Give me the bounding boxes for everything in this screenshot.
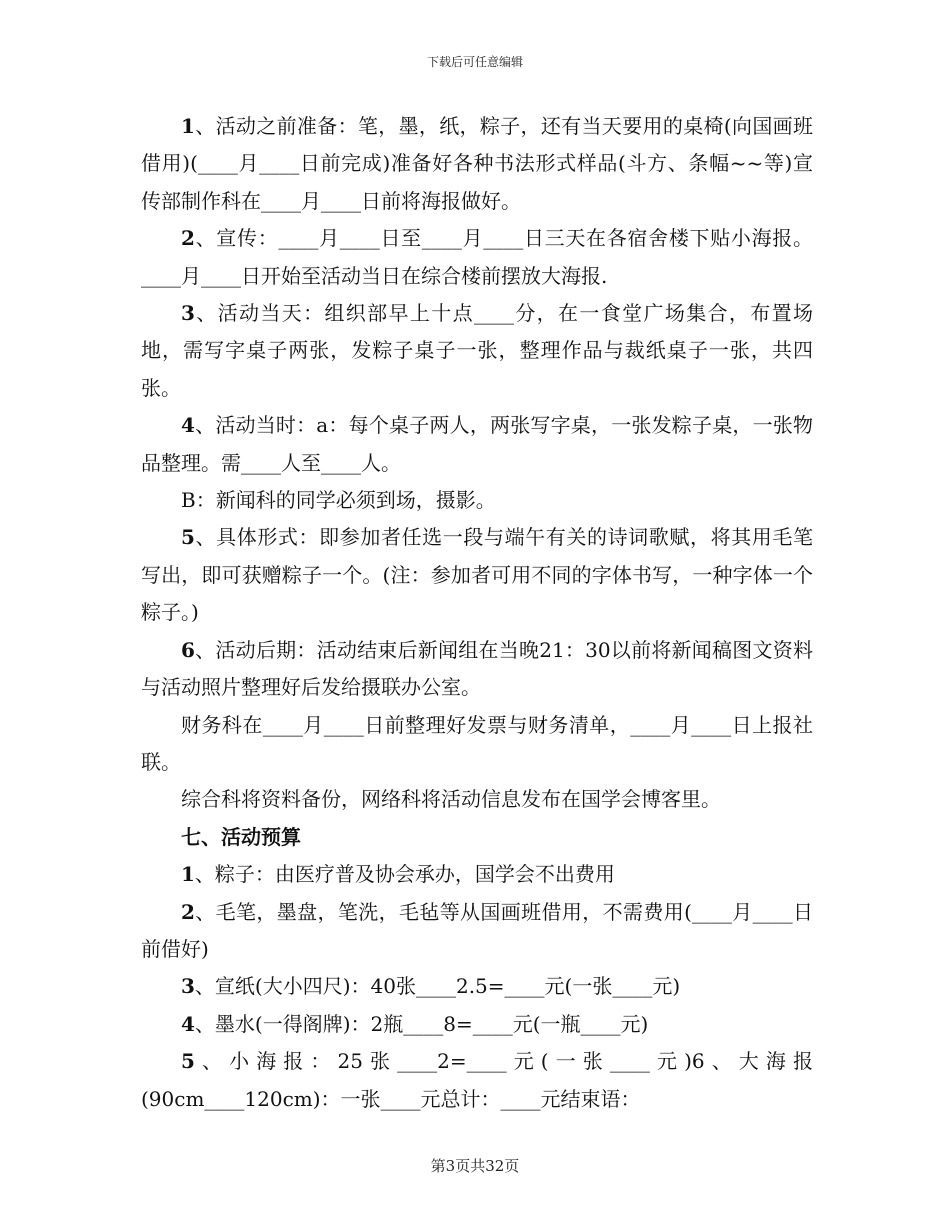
paragraph-text: 、小海报：25张____2=____元(一张____元)6、大海报(90cm____120cm)：一张____元总计：____元结束语： [141,1049,813,1111]
paragraph-text: 财务科在____月____日前整理好发票与财务清单，____月____日上报社联。 [141,712,813,774]
paragraph [141,781,813,818]
paragraph-text: 、毛笔，墨盘，笔洗，毛毡等从国画班借用，不需费用(____月____日前借好) [141,899,813,961]
item-number: 2 [181,226,195,251]
paragraph [141,220,813,295]
paragraph [141,482,813,519]
paragraph-text: 、宣传：____月____日至____月____日三天在各宿舍楼下贴小海报。____月____日开始至活动当日在综合楼前摆放大海报. [141,226,813,288]
section-heading-text: 七、活动预算 [181,824,301,849]
paragraph [141,632,813,707]
item-number: 4 [181,1011,195,1036]
paragraph-text: 、活动之前准备：笔，墨，纸，粽子，还有当天要用的桌椅(向国画班借用)(____月____日前完成)准备好各种书法形式样品(斗方、条幅~~等)宣传部制作科在____月____日前将海报做好。 [141,114,813,213]
paragraph [141,894,813,969]
item-number: 4 [181,413,195,438]
item-number: 5 [181,525,195,550]
paragraph-text: 、粽子：由医疗普及协会承办，国学会不出费用 [194,862,615,887]
paragraph [141,295,813,407]
paragraph [141,968,813,1005]
paragraph-text: 、宣纸(大小四尺)：40张____2.5=____元(一张____元) [194,974,681,999]
document-body [141,108,813,1118]
item-number: 1 [181,114,195,138]
page-header: 下载后可任意编辑 [426,55,523,69]
paragraph-text: 综合科将资料备份，网络科将活动信息发布在国学会博客里。 [181,787,721,812]
page-footer: 第3页共32页 [430,1157,520,1175]
paragraph [141,407,813,482]
paragraph [141,1006,813,1043]
paragraph-text: 、活动当天：组织部早上十点____分，在一食堂广场集合，布置场地，需写字桌子两张，发粽子桌子一张，整理作品与裁纸桌子一张，共四张。 [141,301,813,400]
paragraph [141,519,813,631]
section-heading [141,819,813,856]
paragraph-text: 、墨水(一得阁牌)：2瓶____8=____元(一瓶____元) [194,1011,649,1036]
item-number: 3 [181,301,195,326]
paragraph [141,856,813,893]
item-number: 5 [181,1049,195,1074]
paragraph-text: 、具体形式：即参加者任选一段与端午有关的诗词歌赋，将其用毛笔写出，即可获赠粽子一个。(注：参加者可用不同的字体书写，一种字体一个粽子。) [141,525,813,625]
paragraph [141,108,813,220]
paragraph [141,707,813,782]
item-number: 3 [181,974,195,999]
item-number: 1 [181,862,195,887]
paragraph [141,1043,813,1118]
item-number: 2 [181,899,195,924]
paragraph-text: B：新闻科的同学必须到场，摄影。 [181,488,496,513]
paragraph-text: 、活动当时：a：每个桌子两人，两张写字桌，一张发粽子桌，一张物品整理。需____人至____人。 [141,413,813,475]
paragraph-text: 、活动后期：活动结束后新闻组在当晚21：30以前将新闻稿图文资料与活动照片整理好后发给摄联办公室。 [141,637,813,700]
item-number: 6 [181,637,195,662]
